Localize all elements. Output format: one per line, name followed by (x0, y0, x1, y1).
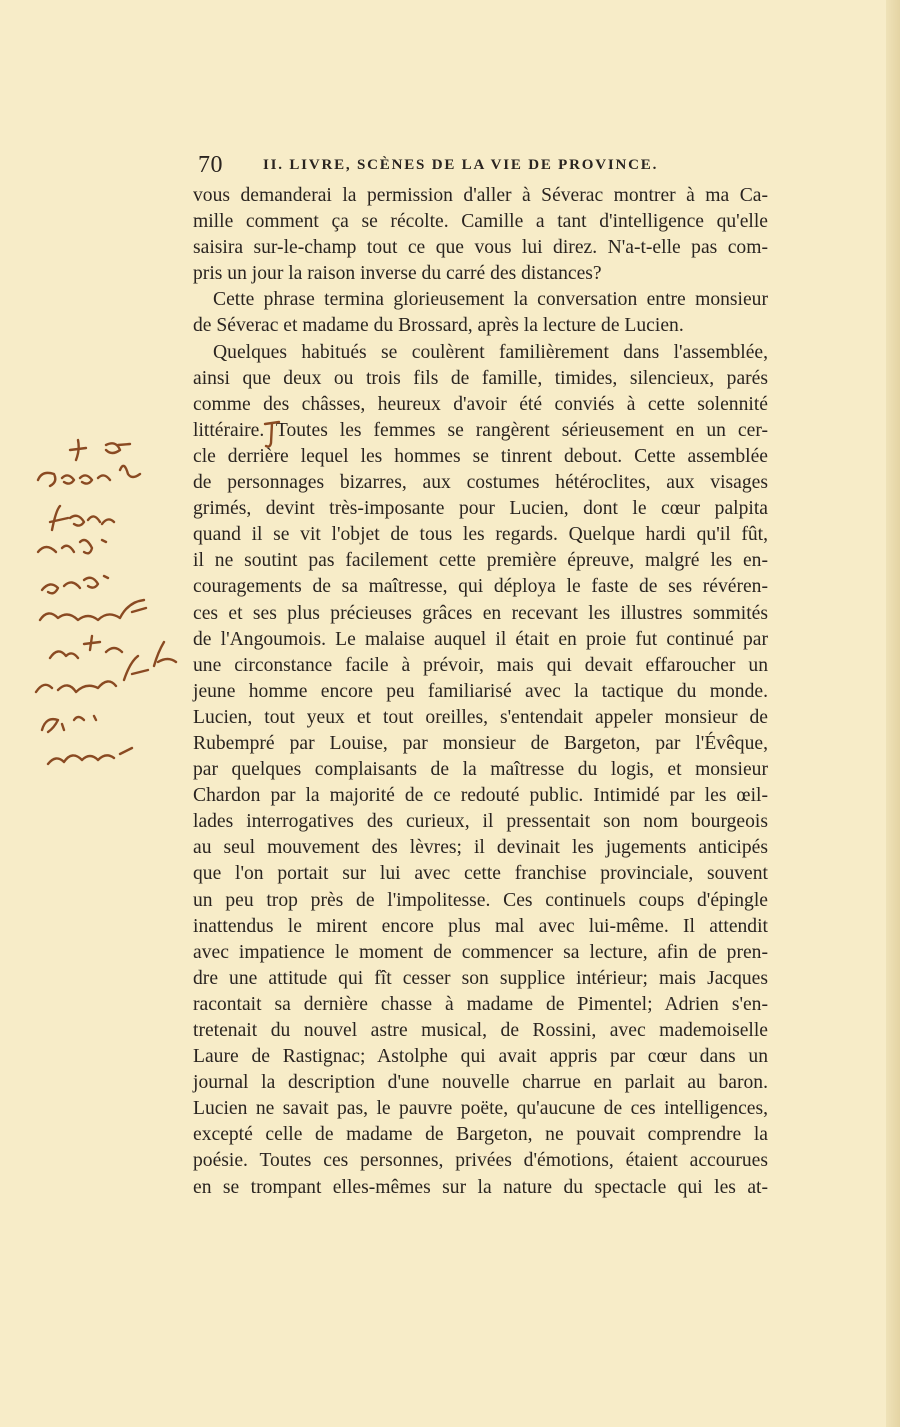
text-line: inattendus le mirent encore plus mal avec lui-même. Il attendit (193, 915, 768, 937)
text-line: tretenait du nouvel astre musical, de Rossini, avec mademoiselle (193, 1020, 768, 1041)
text-line: cle derrière lequel les hommes se tinrent debout. Cette assemblée (193, 445, 768, 467)
text-line: grimés, devint très-imposante pour Lucien, dont le cœur palpita (193, 498, 768, 520)
text-line: de personnages bizarres, aux costumes hétéroclites, aux visages (193, 472, 768, 494)
text-line: excepté celle de madame de Bargeton, ne pouvait comprendre la (193, 1124, 768, 1146)
text-line: vous demanderai la permission d'aller à Séverac montrer à ma Ca- (193, 185, 768, 206)
body-text (193, 183, 768, 1201)
text-line: quand il se vit l'objet de tous les regards. Quelque hardi qu'il fût, (193, 524, 768, 546)
text-line: Lucien, tout yeux et tout oreilles, s'entendait appeler monsieur de (193, 706, 768, 728)
text-line: couragements de sa maîtresse, qui déploya le faste de ses révéren- (193, 576, 768, 598)
text-line: Cette phrase termina glorieusement la conversation entre monsieur (213, 289, 768, 311)
text-line: par quelques complaisants de la maîtresse du logis, et monsieur (193, 759, 768, 781)
text-line: jeune homme encore peu familiarisé avec la tactique du monde. (193, 680, 768, 702)
text-line: il ne soutint pas facilement cette première épreuve, malgré les en- (193, 550, 768, 572)
text-line: Rubempré par Louise, par monsieur de Bargeton, par l'Évêque, (193, 732, 768, 754)
text-line: de Séverac et madame du Brossard, après la lecture de Lucien. (193, 315, 684, 337)
text-line: pris un jour la raison inverse du carré des distances? (193, 263, 602, 285)
text-line: en se trompant elles-mêmes sur la nature du spectacle qui les at- (193, 1176, 768, 1198)
text-line: Lucien ne savait pas, le pauvre poëte, qu'aucune de ces intelligences, (193, 1098, 768, 1120)
text-line: lades interrogatives des curieux, il pressentait son nom bourgeois (193, 811, 768, 833)
page-header (195, 150, 770, 180)
text-line: mille comment ça se récolte. Camille a tant d'intelligence qu'elle (193, 211, 768, 233)
text-line: racontait sa dernière chasse à madame de Pimentel; Adrien s'en- (193, 993, 768, 1015)
insertion-mark (263, 419, 281, 451)
text-line: Laure de Rastignac; Astolphe qui avait appris par cœur dans un (193, 1046, 768, 1068)
text-line: un peu trop près de l'impolitesse. Ces continuels coups d'épingle (193, 889, 768, 911)
text-line: Chardon par la majorité de ce redouté public. Intimidé par les œil- (193, 785, 768, 807)
handwritten-margin-note (28, 430, 188, 780)
text-line: avec impatience le moment de commencer sa lecture, afin de pren- (193, 941, 768, 963)
text-line: saisira sur-le-champ tout ce que vous lui direz. N'a-t-elle pas com- (193, 237, 768, 259)
text-line: journal la description d'une nouvelle charrue en parlait au baron. (193, 1072, 768, 1094)
text-line: poésie. Toutes ces personnes, privées d'émotions, étaient accourues (193, 1150, 768, 1172)
text-line: de l'Angoumois. Le malaise auquel il était en proie fut continué par (193, 628, 768, 650)
page-edge (886, 0, 900, 1427)
text-line: une circonstance facile à prévoir, mais qui devait effaroucher un (193, 654, 768, 676)
page-number: 70 (198, 152, 223, 178)
text-line: comme des châsses, heureux d'avoir été conviés à cette solennité (193, 393, 768, 415)
text-line: Quelques habitués se coulèrent familièrement dans l'assemblée, (213, 341, 768, 363)
text-line: ainsi que deux ou trois fils de famille, timides, silencieux, parés (193, 367, 768, 389)
running-head: II. LIVRE, SCÈNES DE LA VIE DE PROVINCE. (263, 157, 659, 173)
text-line: dre une attitude qui fît cesser son supplice intérieur; mais Jacques (193, 967, 768, 989)
text-line: littéraire. Toutes les femmes se rangèrent sérieusement en un cer- (193, 419, 768, 441)
text-line: ces et ses plus précieuses grâces en recevant les illustres sommités (193, 602, 768, 624)
text-line: au seul mouvement des lèvres; il devinait les jugements anticipés (193, 837, 768, 859)
text-line: que l'on portait sur lui avec cette franchise provinciale, souvent (193, 863, 768, 885)
